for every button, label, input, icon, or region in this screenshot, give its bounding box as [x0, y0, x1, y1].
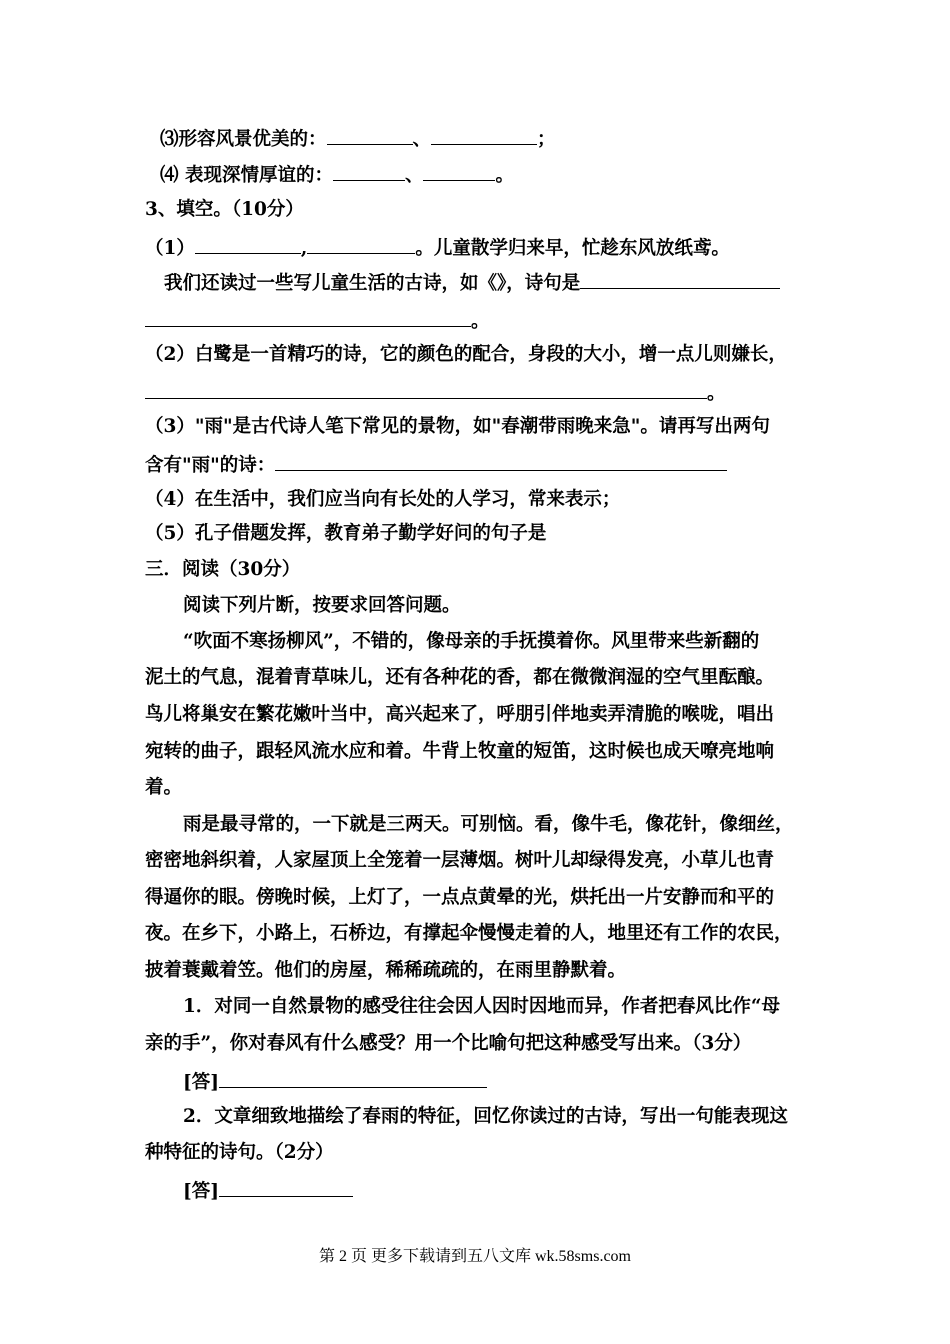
passage-line: 夜。在乡下，小路上，石桥边，有撑起伞慢慢走着的人，地里还有工作的农民， — [145, 923, 793, 944]
question-2-line: 2．文章细致地描绘了春雨的特征，回忆你读过的古诗，写出一句能表现这 — [183, 1106, 788, 1127]
line-end: ； — [537, 129, 556, 150]
blank — [307, 235, 415, 254]
blank — [145, 308, 471, 327]
separator: 、 — [412, 129, 432, 150]
blank — [333, 162, 405, 181]
blank — [275, 452, 727, 471]
question-2-line: 种特征的诗句。（2分） — [145, 1142, 334, 1163]
blank — [327, 126, 413, 145]
answer-blank[interactable] — [219, 1069, 487, 1088]
passage-line: 得逼你的眼。傍晚时候，上灯了，一点点黄晕的光，烘托出一片安静而和平的 — [145, 887, 775, 908]
line-end: 。 — [495, 165, 514, 186]
q1-line2-text: 我们还读过一些写儿童生活的古诗，如《》，诗句是 — [164, 273, 581, 294]
answer-blank[interactable] — [219, 1178, 353, 1197]
line-end: 。 — [471, 311, 490, 332]
answer-label: [答] — [183, 1072, 220, 1093]
passage-line: 着。 — [145, 777, 183, 798]
fill-item-3 — [160, 126, 556, 152]
section-3-q4: （4）在生活中，我们应当向有长处的人学习，常来表示； — [145, 489, 621, 510]
section-3-q1-line3 — [145, 308, 490, 334]
answer-2 — [183, 1178, 353, 1204]
passage-line: 泥土的气息，混着青草味儿，还有各种花的香，都在微微润湿的空气里酝酿。 — [145, 667, 775, 688]
fill-item-3-label: ⑶形容风景优美的： — [160, 129, 327, 150]
section-3-q3-line2 — [145, 452, 727, 478]
blank — [195, 235, 301, 254]
passage-line: 宛转的曲子，跟轻风流水应和着。牛背上牧童的短笛，这时候也成天嘹亮地响 — [145, 741, 775, 762]
passage-line: 雨是最寻常的，一下就是三两天。可别恼。看，像牛毛，像花针，像细丝， — [183, 814, 794, 835]
section-3-q5: （5）孔子借题发挥，教育弟子勤学好问的句子是 — [145, 523, 547, 544]
passage-line: “吹面不寒扬柳风”，不错的，像母亲的手抚摸着你。风里带来些新翻的 — [183, 631, 760, 652]
question-1-line: 亲的手”，你对春风有什么感受？用一个比喻句把这种感受写出来。（3分） — [145, 1033, 752, 1054]
answer-1 — [183, 1069, 487, 1095]
separator: 、 — [404, 165, 424, 186]
page-footer: 第 2 页 更多下载请到五八文库 wk.58sms.com — [318, 1248, 631, 1265]
fill-item-4 — [160, 162, 514, 188]
section-3-q3: （3）"雨"是古代诗人笔下常见的景物，如"春潮带雨晚来急"。请再写出两句 — [145, 416, 770, 437]
q1-text: 。儿童散学归来早，忙趁东风放纸鸢。 — [415, 238, 730, 259]
section-3-q2: （2）白鹭是一首精巧的诗，它的颜色的配合，身段的大小，增一点儿则嫌长， — [145, 344, 787, 365]
section-3-q1 — [145, 235, 730, 261]
answer-label: [答] — [183, 1181, 220, 1202]
q1-comma: , — [300, 238, 308, 259]
q1-prefix: （1） — [145, 238, 195, 259]
blank — [145, 380, 707, 399]
reading-title: 三．阅读（30分） — [145, 559, 301, 580]
blank — [423, 162, 495, 181]
passage-line: 鸟儿将巢安在繁花嫩叶当中，高兴起来了，呼朋引伴地卖弄清脆的喉咙，唱出 — [145, 704, 775, 725]
q3-line2-text: 含有"雨"的诗： — [145, 455, 276, 476]
blank — [580, 270, 780, 289]
section-3-q2-line2 — [145, 380, 726, 406]
section-3-q1-line2 — [164, 270, 780, 296]
line-end: 。 — [707, 383, 726, 404]
blank — [431, 126, 537, 145]
question-1-line: 1．对同一自然景物的感受往往会因人因时因地而异，作者把春风比作“母 — [183, 996, 781, 1017]
passage-line: 密密地斜织着，人家屋顶上全笼着一层薄烟。树叶儿却绿得发亮，小草儿也青 — [145, 850, 775, 871]
reading-intro: 阅读下列片断，按要求回答问题。 — [183, 595, 461, 616]
passage-line: 披着蓑戴着笠。他们的房屋，稀稀疏疏的，在雨里静默着。 — [145, 960, 627, 981]
fill-item-4-label: ⑷ 表现深情厚谊的： — [160, 165, 333, 186]
section-3-title: 3、填空。（10分） — [145, 199, 304, 220]
